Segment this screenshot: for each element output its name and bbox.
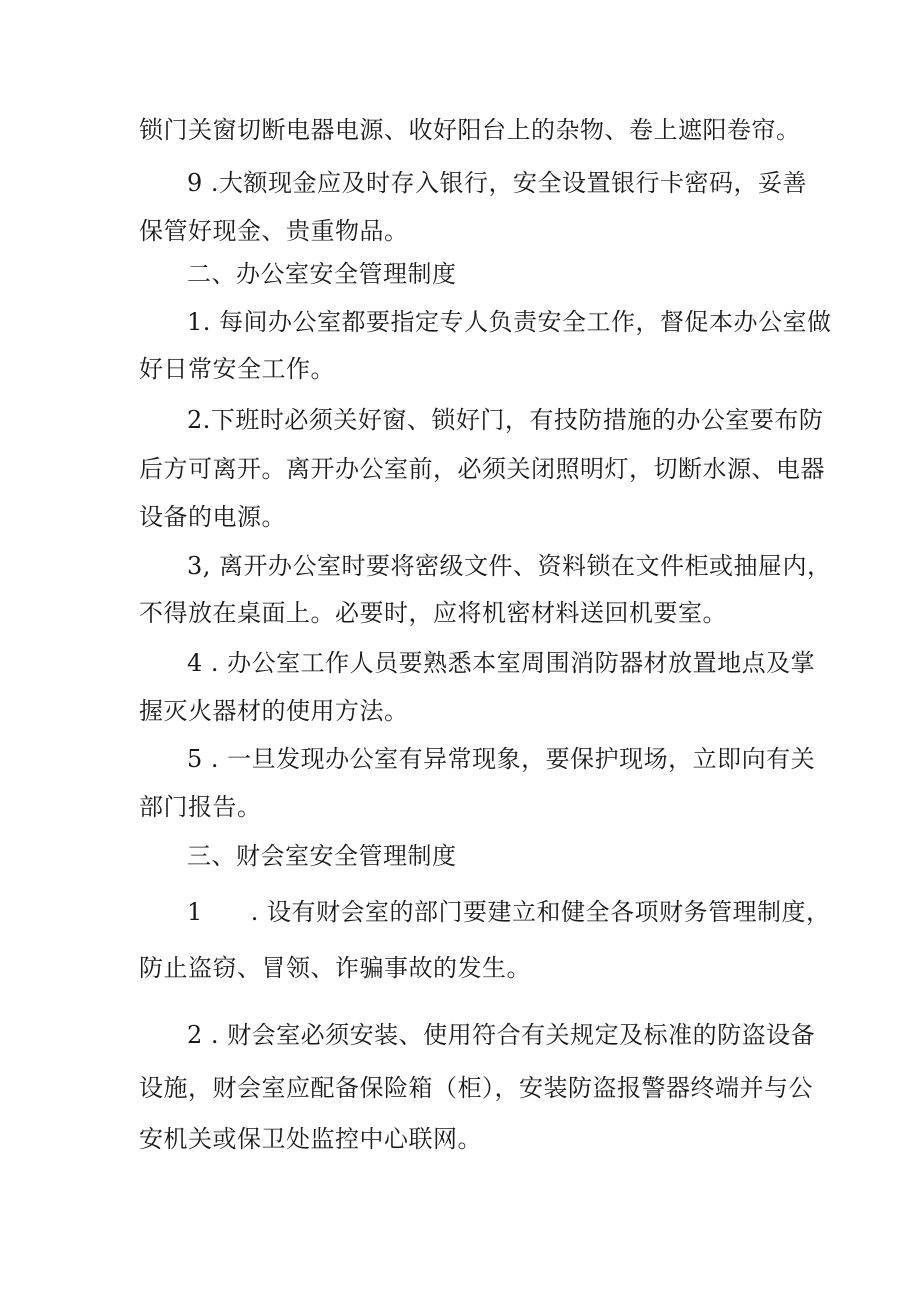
paragraph-line: 保管好现金、贵重物品。: [139, 217, 409, 245]
item-text: . 设有财会室的部门要建立和健全各项财务管理制度，: [250, 898, 831, 926]
paragraph-line: 3, 离开办公室时要将密级文件、资料锁在文件柜或抽屉内，: [187, 552, 832, 580]
paragraph-line: 设施，财会室应配备保险箱（柜），安装防盗报警器终端并与公: [139, 1074, 813, 1102]
paragraph-line: 部门报告。: [139, 793, 262, 821]
paragraph-line: 2 . 财会室必须安装、使用符合有关规定及标准的防盗设备: [187, 1021, 816, 1049]
paragraph-line: 防止盗窃、冒领、诈骗事故的发生。: [139, 954, 531, 982]
paragraph-line: 好日常安全工作。: [139, 355, 335, 383]
section-heading: 二、办公室安全管理制度: [187, 260, 457, 288]
paragraph-line: 1. 每间办公室都要指定专人负责安全工作，督促本办公室做: [187, 308, 832, 336]
paragraph-line: 后方可离开。离开办公室前，必须关闭照明灯，切断水源、电器: [139, 455, 825, 483]
paragraph-line: 9 .大额现金应及时存入银行，安全设置银行卡密码，妥善: [187, 169, 808, 197]
paragraph-line: 锁门关窗切断电器电源、收好阳台上的杂物、卷上遮阳卷帘。: [139, 116, 801, 144]
paragraph-line: 4 . 办公室工作人员要熟悉本室周围消防器材放置地点及掌: [187, 649, 816, 677]
paragraph-line: 握灭火器材的使用方法。: [139, 697, 409, 725]
item-number: 1: [187, 898, 203, 926]
section-heading: 三、财会室安全管理制度: [187, 842, 457, 870]
paragraph-line: 安机关或保卫处监控中心联网。: [139, 1125, 482, 1153]
paragraph-line: 2.下班时必须关好窗、锁好门，有技防措施的办公室要布防: [187, 406, 824, 434]
paragraph-line: 设备的电源。: [139, 503, 286, 531]
paragraph-line: [0, 895, 920, 929]
paragraph-line: 不得放在桌面上。必要时，应将机密材料送回机要室。: [139, 599, 727, 627]
paragraph-line: 5 . 一旦发现办公室有异常现象，要保护现场，立即向有关: [187, 745, 816, 773]
